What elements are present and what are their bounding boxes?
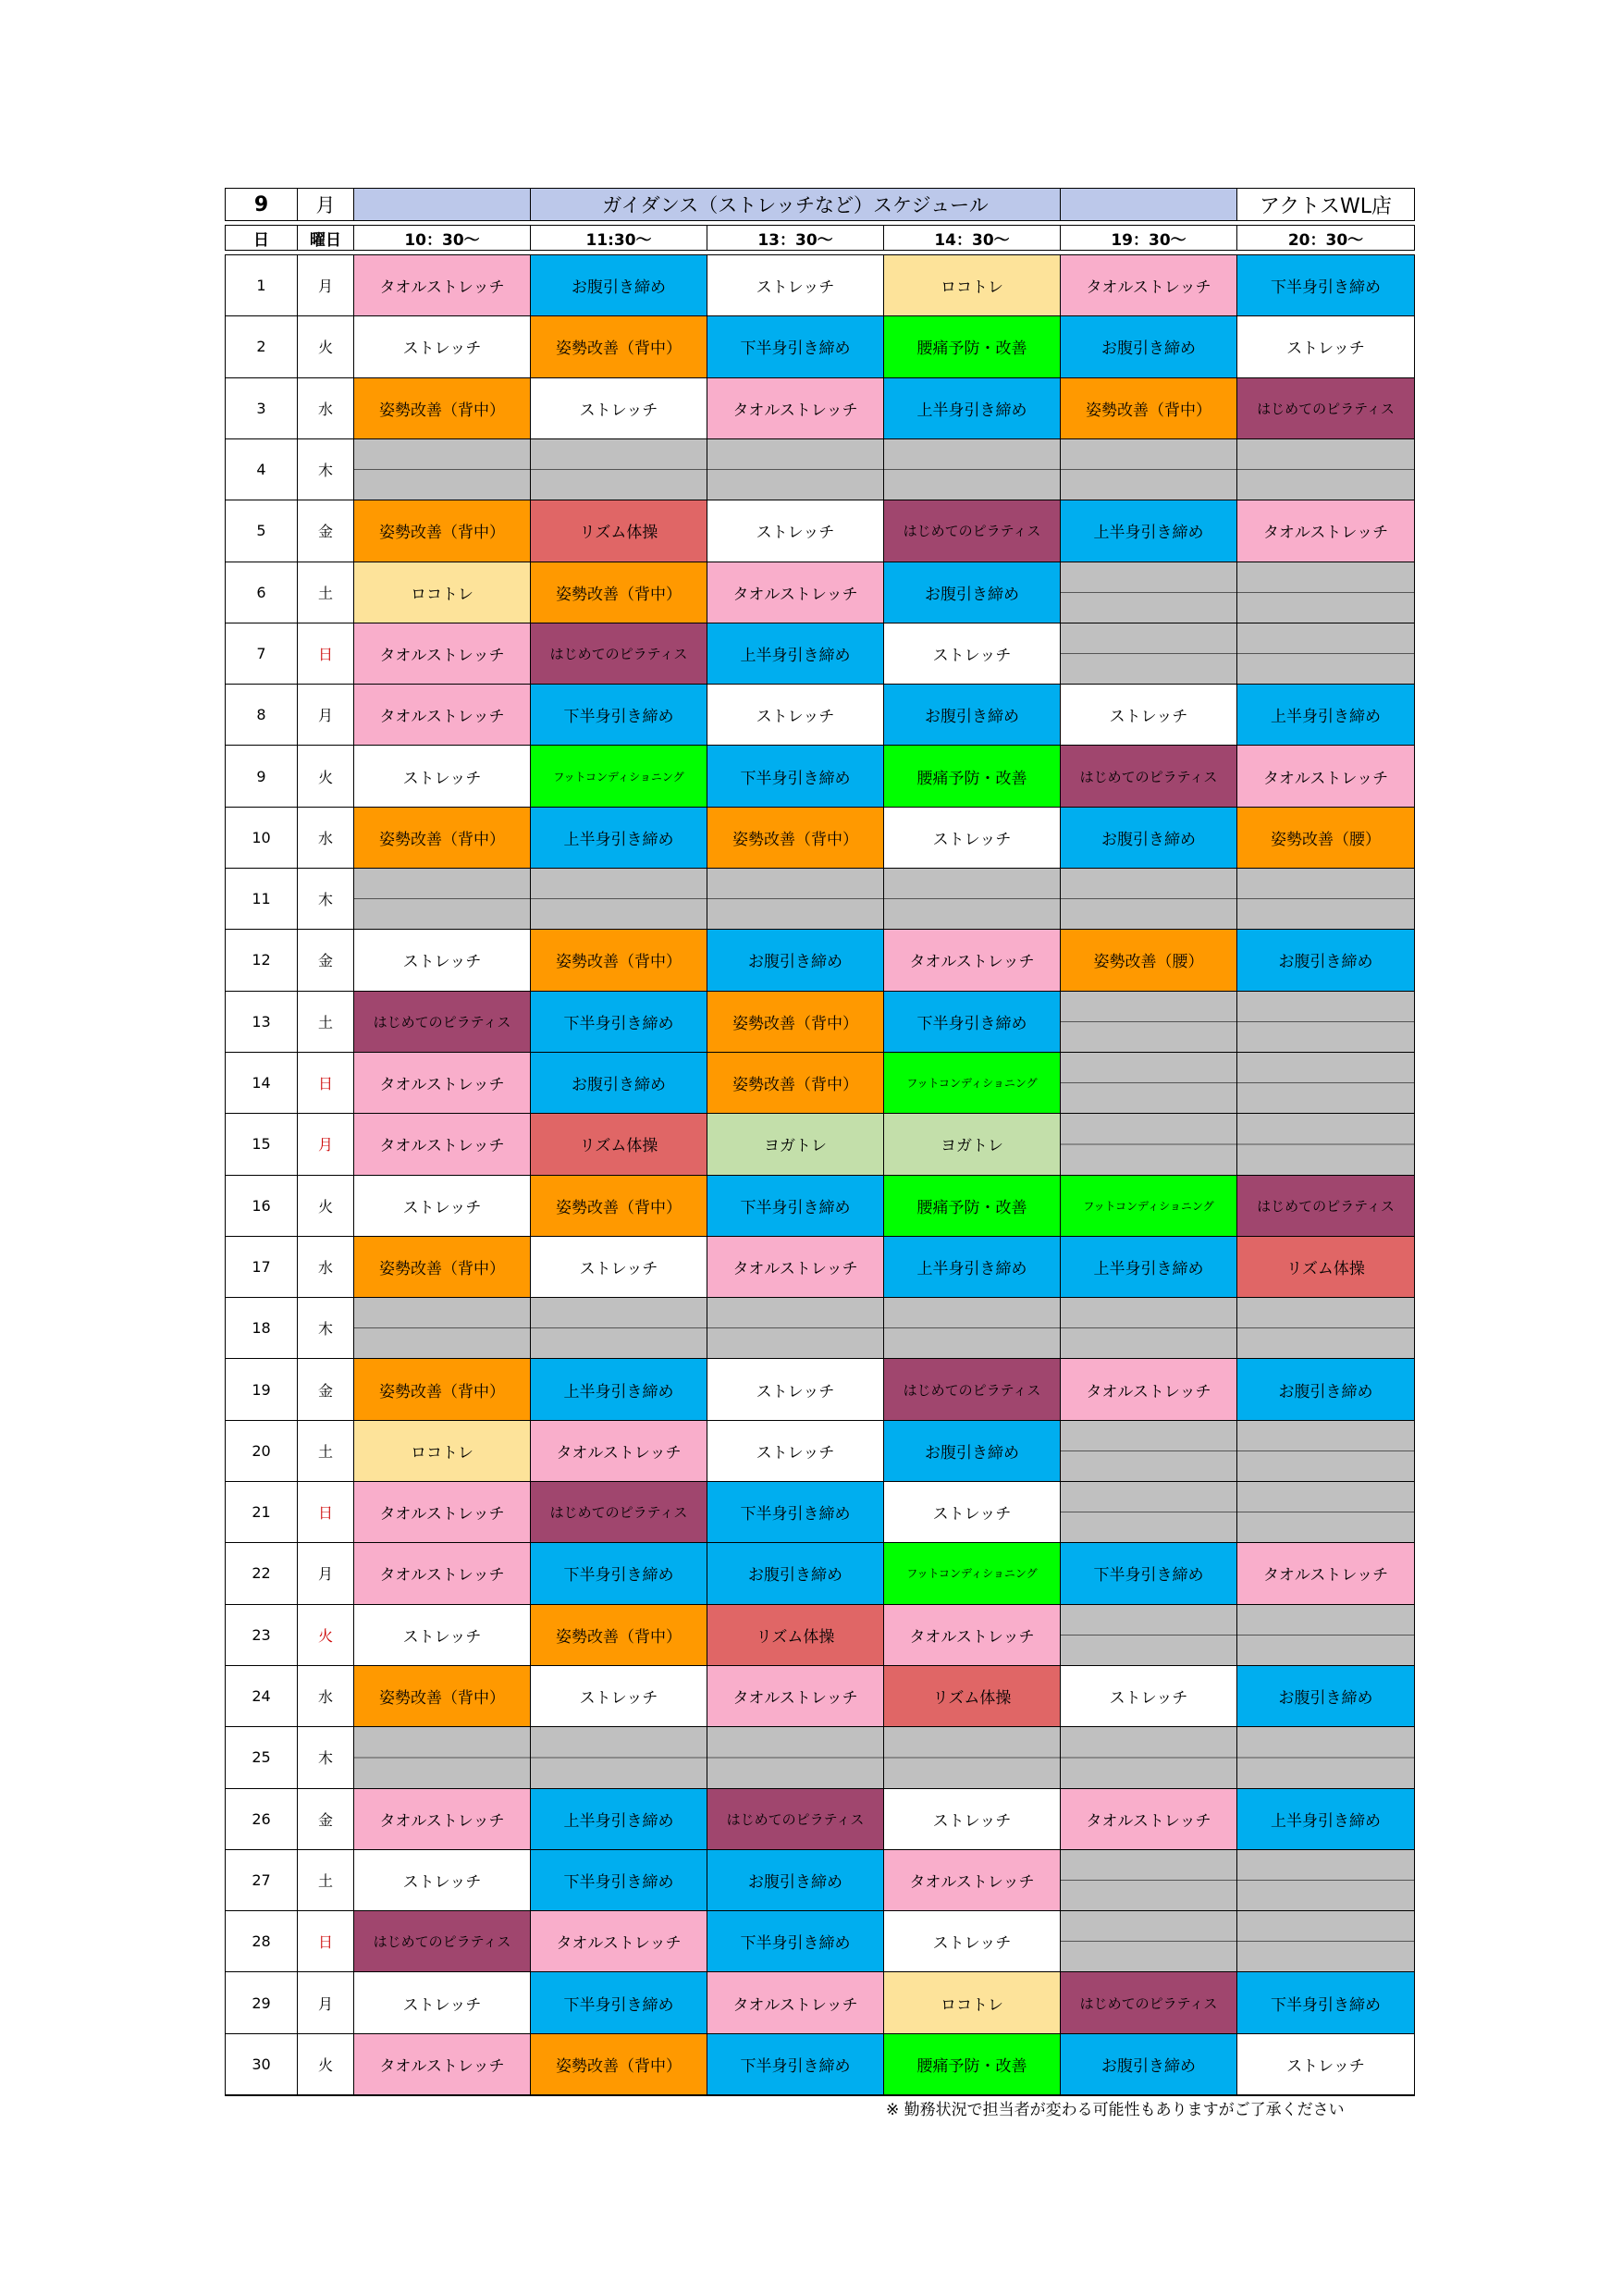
closed-slot bbox=[1237, 869, 1414, 930]
day-number: 13 bbox=[226, 992, 298, 1053]
day-number: 26 bbox=[226, 1789, 298, 1850]
class-slot: タオルストレッチ bbox=[884, 930, 1061, 991]
class-slot: タオルストレッチ bbox=[1061, 1359, 1237, 1420]
weekday: 木 bbox=[298, 1727, 354, 1788]
class-slot: タオルストレッチ bbox=[354, 685, 531, 746]
schedule-sheet bbox=[225, 188, 1415, 2076]
closed-slot bbox=[707, 1298, 884, 1359]
closed-slot bbox=[884, 1298, 1061, 1359]
class-slot: お腹引き締め bbox=[707, 1543, 884, 1604]
class-slot: 姿勢改善（背中） bbox=[354, 808, 531, 869]
class-slot: 下半身引き締め bbox=[1237, 1972, 1414, 2033]
weekday: 火 bbox=[298, 746, 354, 807]
class-slot: フットコンディショニング bbox=[884, 1053, 1061, 1114]
class-slot: 上半身引き締め bbox=[1237, 685, 1414, 746]
time-header: 11:30～ bbox=[530, 225, 707, 251]
weekday: 土 bbox=[298, 1850, 354, 1911]
class-slot: タオルストレッチ bbox=[884, 1850, 1061, 1911]
class-slot: ストレッチ bbox=[354, 1972, 531, 2033]
class-slot: お腹引き締め bbox=[884, 1421, 1061, 1482]
closed-slot bbox=[1061, 1053, 1237, 1114]
day-number: 19 bbox=[226, 1359, 298, 1420]
closed-slot bbox=[1061, 562, 1237, 623]
closed-slot bbox=[1061, 1911, 1237, 1972]
closed-slot bbox=[1237, 1421, 1414, 1482]
day-number: 22 bbox=[226, 1543, 298, 1604]
closed-slot bbox=[1061, 1850, 1237, 1911]
class-slot: ストレッチ bbox=[884, 623, 1061, 685]
class-slot: ストレッチ bbox=[707, 685, 884, 746]
day-number: 28 bbox=[226, 1911, 298, 1972]
class-slot: タオルストレッチ bbox=[707, 378, 884, 439]
class-slot: タオルストレッチ bbox=[1237, 500, 1414, 562]
class-slot: タオルストレッチ bbox=[354, 1543, 531, 1604]
class-slot: 下半身引き締め bbox=[707, 1911, 884, 1972]
class-slot: ストレッチ bbox=[354, 1850, 531, 1911]
class-slot: お腹引き締め bbox=[531, 255, 707, 316]
class-slot: はじめてのピラティス bbox=[531, 1482, 707, 1543]
schedule-title: ガイダンス（ストレッチなど）スケジュール bbox=[530, 188, 1061, 221]
day-number: 23 bbox=[226, 1605, 298, 1666]
class-slot: 上半身引き締め bbox=[531, 1359, 707, 1420]
day-number: 30 bbox=[226, 2034, 298, 2095]
class-slot: 上半身引き締め bbox=[707, 623, 884, 685]
weekday: 土 bbox=[298, 1421, 354, 1482]
class-slot: ヨガトレ bbox=[707, 1114, 884, 1175]
closed-slot bbox=[1237, 1727, 1414, 1788]
class-slot: ストレッチ bbox=[531, 1666, 707, 1727]
weekday: 月 bbox=[298, 1972, 354, 2033]
closed-slot bbox=[1061, 439, 1237, 500]
class-slot: お腹引き締め bbox=[531, 1053, 707, 1114]
class-slot: 姿勢改善（背中） bbox=[531, 1605, 707, 1666]
class-slot: 下半身引き締め bbox=[707, 2034, 884, 2095]
class-slot: 姿勢改善（背中） bbox=[531, 562, 707, 623]
month-label: 月 bbox=[297, 188, 354, 221]
header-band-right bbox=[1060, 188, 1237, 221]
class-slot: お腹引き締め bbox=[1237, 930, 1414, 991]
class-slot: 姿勢改善（腰） bbox=[1237, 808, 1414, 869]
day-number: 6 bbox=[226, 562, 298, 623]
class-slot: お腹引き締め bbox=[707, 930, 884, 991]
weekday: 月 bbox=[298, 1114, 354, 1175]
day-number: 14 bbox=[226, 1053, 298, 1114]
class-slot: 下半身引き締め bbox=[531, 1543, 707, 1604]
class-slot: はじめてのピラティス bbox=[531, 623, 707, 685]
class-slot: はじめてのピラティス bbox=[884, 500, 1061, 562]
closed-slot bbox=[1237, 1482, 1414, 1543]
footnote: ※ 勤務状況で担当者が変わる可能性もありますがご了承ください bbox=[886, 2101, 1345, 2119]
weekday: 土 bbox=[298, 992, 354, 1053]
class-slot: ストレッチ bbox=[354, 316, 531, 377]
class-slot: リズム体操 bbox=[1237, 1237, 1414, 1298]
class-slot: はじめてのピラティス bbox=[1237, 378, 1414, 439]
closed-slot bbox=[1061, 869, 1237, 930]
weekday: 火 bbox=[298, 1605, 354, 1666]
day-number: 12 bbox=[226, 930, 298, 991]
closed-slot bbox=[1061, 623, 1237, 685]
class-slot: タオルストレッチ bbox=[1237, 1543, 1414, 1604]
class-slot: ストレッチ bbox=[1061, 685, 1237, 746]
closed-slot bbox=[1237, 623, 1414, 685]
class-slot: タオルストレッチ bbox=[354, 255, 531, 316]
time-header: 10：30～ bbox=[353, 225, 531, 251]
closed-slot bbox=[1061, 1114, 1237, 1175]
class-slot: ロコトレ bbox=[354, 562, 531, 623]
class-slot: タオルストレッチ bbox=[354, 1114, 531, 1175]
closed-slot bbox=[1061, 1482, 1237, 1543]
class-slot: 姿勢改善（腰） bbox=[1061, 930, 1237, 991]
class-slot: はじめてのピラティス bbox=[354, 992, 531, 1053]
class-slot: 下半身引き締め bbox=[531, 1850, 707, 1911]
closed-slot bbox=[1061, 1298, 1237, 1359]
weekday: 木 bbox=[298, 869, 354, 930]
closed-slot bbox=[884, 439, 1061, 500]
closed-slot bbox=[531, 1727, 707, 1788]
closed-slot bbox=[1061, 992, 1237, 1053]
class-slot: 姿勢改善（背中） bbox=[531, 1176, 707, 1237]
class-slot: ストレッチ bbox=[354, 746, 531, 807]
class-slot: 下半身引き締め bbox=[1061, 1543, 1237, 1604]
class-slot: 姿勢改善（背中） bbox=[531, 930, 707, 991]
class-slot: 下半身引き締め bbox=[531, 992, 707, 1053]
closed-slot bbox=[707, 439, 884, 500]
class-slot: ロコトレ bbox=[354, 1421, 531, 1482]
class-slot: 下半身引き締め bbox=[707, 746, 884, 807]
class-slot: タオルストレッチ bbox=[354, 623, 531, 685]
weekday: 日 bbox=[298, 1911, 354, 1972]
closed-slot bbox=[354, 1298, 531, 1359]
weekday: 木 bbox=[298, 1298, 354, 1359]
time-header: 14：30～ bbox=[883, 225, 1061, 251]
weekday: 金 bbox=[298, 500, 354, 562]
class-slot: タオルストレッチ bbox=[707, 562, 884, 623]
weekday: 水 bbox=[298, 1666, 354, 1727]
class-slot: ストレッチ bbox=[707, 500, 884, 562]
day-number: 16 bbox=[226, 1176, 298, 1237]
month-number: 9 bbox=[225, 188, 298, 221]
class-slot: 腰痛予防・改善 bbox=[884, 316, 1061, 377]
class-slot: 姿勢改善（背中） bbox=[707, 1053, 884, 1114]
class-slot: 姿勢改善（背中） bbox=[707, 992, 884, 1053]
class-slot: リズム体操 bbox=[531, 500, 707, 562]
column-header-day: 日 bbox=[225, 225, 298, 251]
class-slot: タオルストレッチ bbox=[1237, 746, 1414, 807]
class-slot: タオルストレッチ bbox=[354, 2034, 531, 2095]
class-slot: はじめてのピラティス bbox=[354, 1911, 531, 1972]
class-slot: 上半身引き締め bbox=[531, 808, 707, 869]
class-slot: タオルストレッチ bbox=[531, 1911, 707, 1972]
class-slot: タオルストレッチ bbox=[354, 1053, 531, 1114]
day-number: 21 bbox=[226, 1482, 298, 1543]
class-slot: ストレッチ bbox=[1237, 316, 1414, 377]
class-slot: タオルストレッチ bbox=[354, 1482, 531, 1543]
class-slot: フットコンディショニング bbox=[1061, 1176, 1237, 1237]
class-slot: お腹引き締め bbox=[1237, 1359, 1414, 1420]
closed-slot bbox=[1237, 439, 1414, 500]
class-slot: ヨガトレ bbox=[884, 1114, 1061, 1175]
class-slot: 下半身引き締め bbox=[707, 1176, 884, 1237]
weekday: 月 bbox=[298, 255, 354, 316]
day-number: 27 bbox=[226, 1850, 298, 1911]
closed-slot bbox=[354, 869, 531, 930]
column-header-dow: 曜日 bbox=[297, 225, 354, 251]
weekday: 水 bbox=[298, 1237, 354, 1298]
day-number: 8 bbox=[226, 685, 298, 746]
class-slot: ストレッチ bbox=[1237, 2034, 1414, 2095]
closed-slot bbox=[1237, 1053, 1414, 1114]
class-slot: お腹引き締め bbox=[707, 1850, 884, 1911]
class-slot: タオルストレッチ bbox=[531, 1421, 707, 1482]
closed-slot bbox=[1061, 1727, 1237, 1788]
closed-slot bbox=[884, 869, 1061, 930]
class-slot: 下半身引き締め bbox=[531, 1972, 707, 2033]
class-slot: ストレッチ bbox=[354, 1176, 531, 1237]
header-band-left bbox=[353, 188, 531, 221]
class-slot: 上半身引き締め bbox=[531, 1789, 707, 1850]
class-slot: 姿勢改善（背中） bbox=[531, 316, 707, 377]
class-slot: タオルストレッチ bbox=[354, 1789, 531, 1850]
closed-slot bbox=[1237, 1605, 1414, 1666]
class-slot: タオルストレッチ bbox=[707, 1666, 884, 1727]
closed-slot bbox=[531, 439, 707, 500]
weekday: 金 bbox=[298, 1789, 354, 1850]
class-slot: リズム体操 bbox=[531, 1114, 707, 1175]
closed-slot bbox=[1237, 1911, 1414, 1972]
class-slot: ストレッチ bbox=[354, 930, 531, 991]
weekday: 月 bbox=[298, 1543, 354, 1604]
class-slot: 姿勢改善（背中） bbox=[354, 1666, 531, 1727]
time-header: 13：30～ bbox=[707, 225, 884, 251]
closed-slot bbox=[1237, 562, 1414, 623]
class-slot: 腰痛予防・改善 bbox=[884, 1176, 1061, 1237]
time-header: 20：30～ bbox=[1236, 225, 1415, 251]
time-header: 19：30～ bbox=[1060, 225, 1237, 251]
closed-slot bbox=[354, 439, 531, 500]
weekday: 金 bbox=[298, 930, 354, 991]
day-number: 24 bbox=[226, 1666, 298, 1727]
day-number: 1 bbox=[226, 255, 298, 316]
class-slot: 姿勢改善（背中） bbox=[354, 378, 531, 439]
weekday: 土 bbox=[298, 562, 354, 623]
class-slot: ストレッチ bbox=[1061, 1666, 1237, 1727]
class-slot: 姿勢改善（背中） bbox=[531, 2034, 707, 2095]
day-number: 17 bbox=[226, 1237, 298, 1298]
class-slot: 下半身引き締め bbox=[707, 1482, 884, 1543]
class-slot: タオルストレッチ bbox=[1061, 255, 1237, 316]
class-slot: リズム体操 bbox=[707, 1605, 884, 1666]
class-slot: ストレッチ bbox=[884, 1789, 1061, 1850]
day-number: 5 bbox=[226, 500, 298, 562]
class-slot: フットコンディショニング bbox=[884, 1543, 1061, 1604]
weekday: 月 bbox=[298, 685, 354, 746]
class-slot: はじめてのピラティス bbox=[1061, 1972, 1237, 2033]
class-slot: 上半身引き締め bbox=[1061, 1237, 1237, 1298]
class-slot: ストレッチ bbox=[884, 1482, 1061, 1543]
class-slot: ストレッチ bbox=[531, 378, 707, 439]
closed-slot bbox=[884, 1727, 1061, 1788]
class-slot: はじめてのピラティス bbox=[884, 1359, 1061, 1420]
closed-slot bbox=[1061, 1421, 1237, 1482]
day-number: 20 bbox=[226, 1421, 298, 1482]
class-slot: 腰痛予防・改善 bbox=[884, 2034, 1061, 2095]
class-slot: タオルストレッチ bbox=[884, 1605, 1061, 1666]
day-number: 7 bbox=[226, 623, 298, 685]
class-slot: お腹引き締め bbox=[1237, 1666, 1414, 1727]
day-number: 2 bbox=[226, 316, 298, 377]
weekday: 日 bbox=[298, 1482, 354, 1543]
class-slot: ストレッチ bbox=[707, 1359, 884, 1420]
class-slot: タオルストレッチ bbox=[707, 1972, 884, 2033]
class-slot: 下半身引き締め bbox=[707, 316, 884, 377]
class-slot: はじめてのピラティス bbox=[707, 1789, 884, 1850]
class-slot: 上半身引き締め bbox=[884, 378, 1061, 439]
class-slot: ストレッチ bbox=[884, 808, 1061, 869]
class-slot: ストレッチ bbox=[707, 1421, 884, 1482]
day-number: 3 bbox=[226, 378, 298, 439]
day-number: 29 bbox=[226, 1972, 298, 2033]
class-slot: リズム体操 bbox=[884, 1666, 1061, 1727]
class-slot: ロコトレ bbox=[884, 1972, 1061, 2033]
weekday: 日 bbox=[298, 1053, 354, 1114]
closed-slot bbox=[707, 1727, 884, 1788]
closed-slot bbox=[707, 869, 884, 930]
class-slot: ストレッチ bbox=[531, 1237, 707, 1298]
weekday: 日 bbox=[298, 623, 354, 685]
class-slot: ストレッチ bbox=[354, 1605, 531, 1666]
weekday: 火 bbox=[298, 316, 354, 377]
weekday: 水 bbox=[298, 808, 354, 869]
class-slot: はじめてのピラティス bbox=[1237, 1176, 1414, 1237]
class-slot: 上半身引き締め bbox=[1237, 1789, 1414, 1850]
closed-slot bbox=[1237, 1298, 1414, 1359]
day-number: 9 bbox=[226, 746, 298, 807]
closed-slot bbox=[531, 1298, 707, 1359]
class-slot: 下半身引き締め bbox=[884, 992, 1061, 1053]
schedule-grid bbox=[225, 254, 1415, 2096]
store-name: アクトスWL店 bbox=[1236, 188, 1415, 221]
class-slot: ストレッチ bbox=[707, 255, 884, 316]
class-slot: ストレッチ bbox=[884, 1911, 1061, 1972]
class-slot: 姿勢改善（背中） bbox=[707, 808, 884, 869]
closed-slot bbox=[1061, 1605, 1237, 1666]
day-number: 15 bbox=[226, 1114, 298, 1175]
class-slot: フットコンディショニング bbox=[531, 746, 707, 807]
weekday: 金 bbox=[298, 1359, 354, 1420]
class-slot: 姿勢改善（背中） bbox=[354, 1237, 531, 1298]
weekday: 木 bbox=[298, 439, 354, 500]
closed-slot bbox=[1237, 1114, 1414, 1175]
class-slot: 腰痛予防・改善 bbox=[884, 746, 1061, 807]
weekday: 火 bbox=[298, 1176, 354, 1237]
class-slot: ロコトレ bbox=[884, 255, 1061, 316]
class-slot: 姿勢改善（背中） bbox=[354, 500, 531, 562]
class-slot: お腹引き締め bbox=[1061, 808, 1237, 869]
class-slot: お腹引き締め bbox=[884, 562, 1061, 623]
class-slot: お腹引き締め bbox=[1061, 2034, 1237, 2095]
class-slot: お腹引き締め bbox=[1061, 316, 1237, 377]
day-number: 4 bbox=[226, 439, 298, 500]
schedule-header bbox=[225, 188, 1415, 249]
day-number: 10 bbox=[226, 808, 298, 869]
class-slot: 下半身引き締め bbox=[1237, 255, 1414, 316]
day-number: 25 bbox=[226, 1727, 298, 1788]
class-slot: タオルストレッチ bbox=[707, 1237, 884, 1298]
weekday: 水 bbox=[298, 378, 354, 439]
weekday: 火 bbox=[298, 2034, 354, 2095]
day-number: 18 bbox=[226, 1298, 298, 1359]
day-number: 11 bbox=[226, 869, 298, 930]
class-slot: お腹引き締め bbox=[884, 685, 1061, 746]
class-slot: 姿勢改善（背中） bbox=[1061, 378, 1237, 439]
class-slot: タオルストレッチ bbox=[1061, 1789, 1237, 1850]
class-slot: はじめてのピラティス bbox=[1061, 746, 1237, 807]
closed-slot bbox=[354, 1727, 531, 1788]
closed-slot bbox=[1237, 992, 1414, 1053]
class-slot: 上半身引き締め bbox=[1061, 500, 1237, 562]
class-slot: 上半身引き締め bbox=[884, 1237, 1061, 1298]
closed-slot bbox=[531, 869, 707, 930]
closed-slot bbox=[1237, 1850, 1414, 1911]
class-slot: 姿勢改善（背中） bbox=[354, 1359, 531, 1420]
class-slot: 下半身引き締め bbox=[531, 685, 707, 746]
